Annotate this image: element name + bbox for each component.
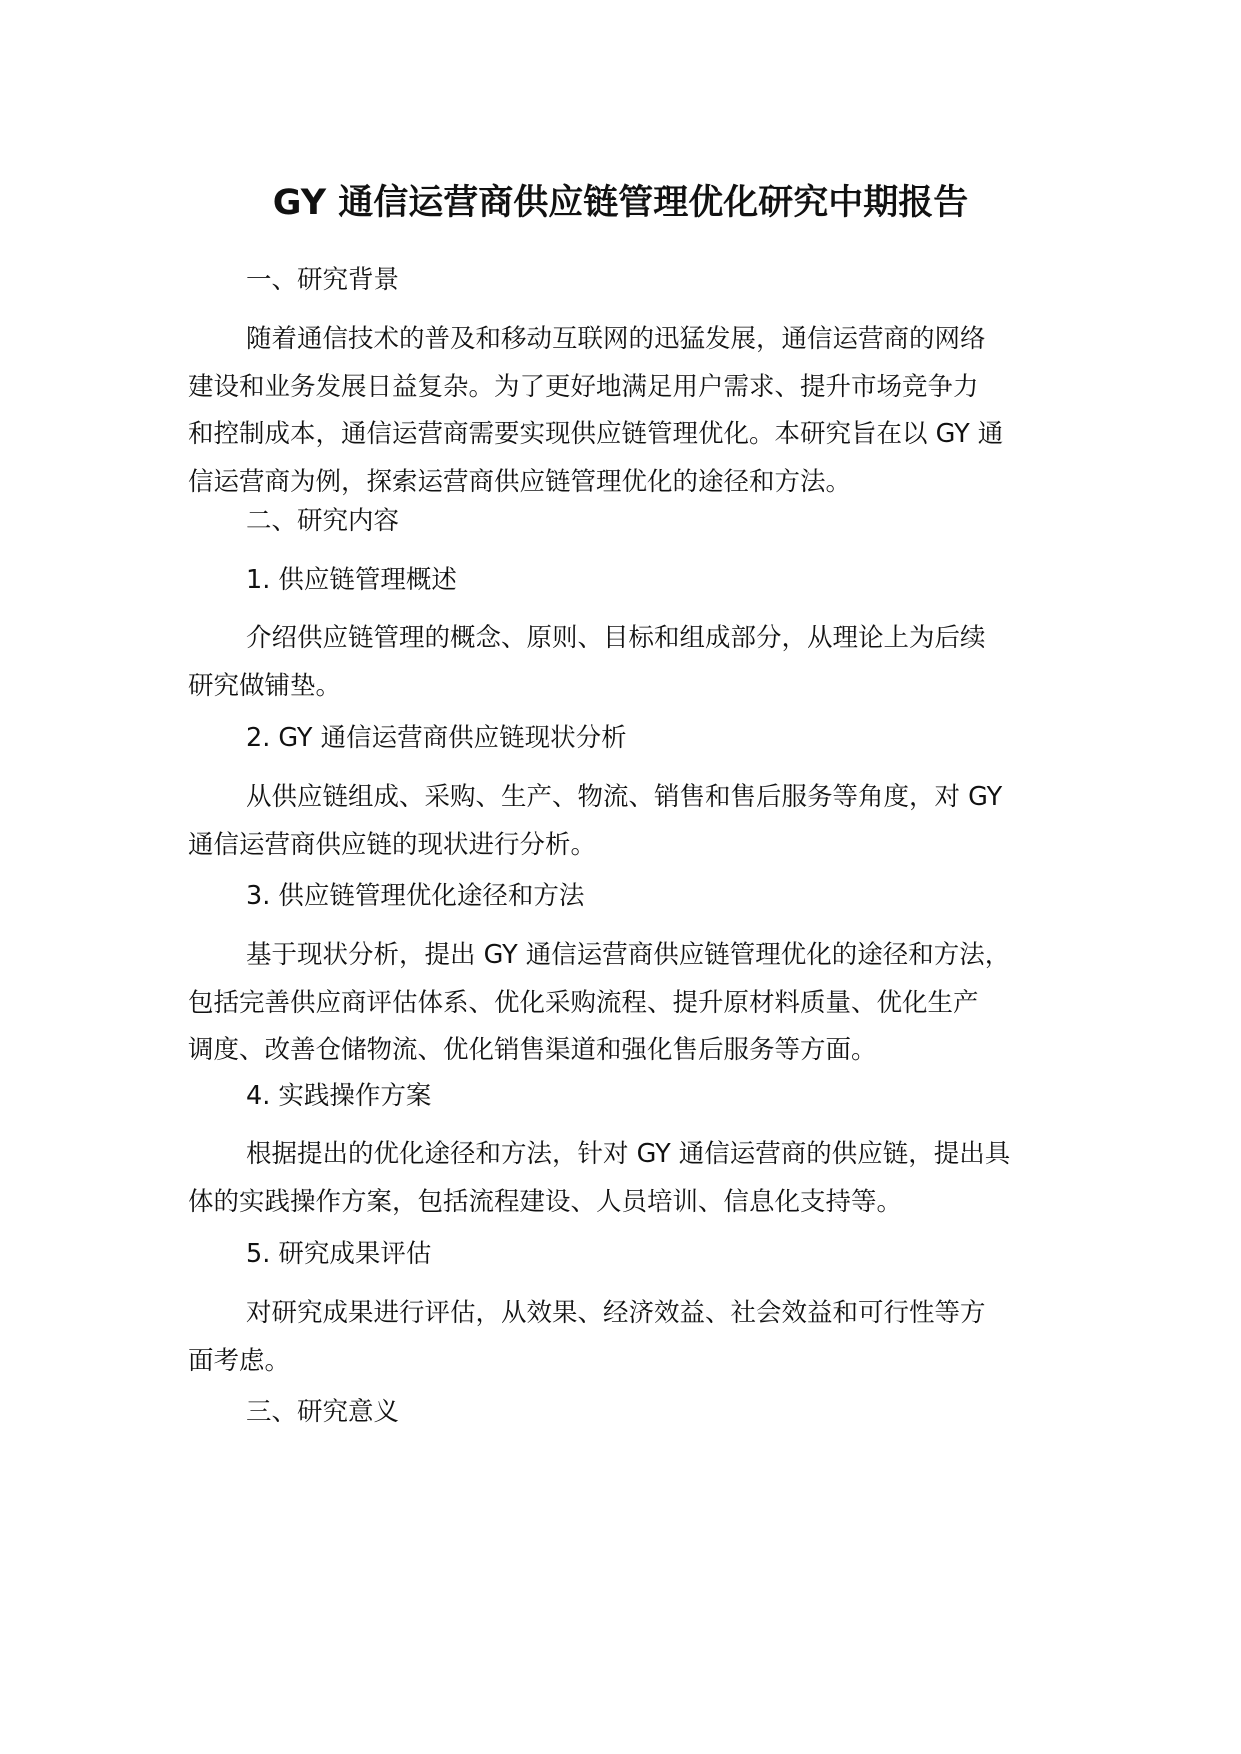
item-title-2	[188, 715, 1050, 763]
paragraph-line: 调度、改善仓储物流、优化销售渠道和强化售后服务等方面。	[188, 1035, 877, 1065]
item-title: 3. 供应链管理优化途径和方法	[246, 881, 585, 911]
item-title-4	[188, 1073, 1050, 1121]
paragraph-line: 体的实践操作方案，包括流程建设、人员培训、信息化支持等。	[188, 1186, 903, 1217]
paragraph-line: 面考虑。	[188, 1345, 291, 1376]
section-heading: 二、研究内容	[246, 506, 400, 536]
item-title: 2. GY 通信运营商供应链现状分析	[246, 723, 627, 753]
item-title-5	[188, 1231, 1050, 1279]
paragraph-line: 介绍供应链管理的概念、原则、目标和组成部分，从理论上为后续	[246, 623, 986, 653]
background-paragraph	[188, 316, 1050, 506]
item-title-3	[188, 873, 1050, 921]
item-title-1	[188, 557, 1050, 605]
paragraph-line: 基于现状分析，提出 GY 通信运营商供应链管理优化的途径和方法，	[246, 940, 1011, 970]
section-heading: 一、研究背景	[246, 265, 400, 295]
section-heading-significance	[188, 1389, 1050, 1437]
paragraph-line: 和控制成本，通信运营商需要实现供应链管理优化。本研究旨在以 GY 通	[188, 419, 1004, 449]
document-title: GY 通信运营商供应链管理优化研究中期报告	[272, 183, 969, 223]
section-heading: 三、研究意义	[246, 1397, 400, 1427]
section-heading-content	[188, 498, 1050, 546]
item-title: 4. 实践操作方案	[246, 1081, 432, 1111]
item-paragraph-2	[188, 774, 1050, 869]
paragraph-line: 研究做铺垫。	[188, 670, 342, 701]
paragraph-line: 根据提出的优化途径和方法，针对 GY 通信运营商的供应链，提出具	[246, 1139, 1011, 1169]
paragraph-line: 随着通信技术的普及和移动互联网的迅猛发展，通信运营商的网络	[246, 324, 986, 354]
item-paragraph-4	[188, 1131, 1050, 1226]
paragraph-line: 通信运营商供应链的现状进行分析。	[188, 829, 597, 860]
item-paragraph-5	[188, 1290, 1050, 1385]
item-paragraph-1	[188, 615, 1050, 710]
item-paragraph-3	[188, 932, 1050, 1075]
paragraph-line: 对研究成果进行评估，从效果、经济效益、社会效益和可行性等方	[246, 1298, 986, 1328]
section-heading-background	[188, 257, 1050, 305]
item-title: 1. 供应链管理概述	[246, 565, 457, 595]
paragraph-line: 从供应链组成、采购、生产、物流、销售和售后服务等角度，对 GY	[246, 782, 1003, 812]
paragraph-line: 建设和业务发展日益复杂。为了更好地满足用户需求、提升市场竞争力	[188, 371, 979, 402]
paragraph-line: 包括完善供应商评估体系、优化采购流程、提升原材料质量、优化生产	[188, 987, 979, 1018]
item-title: 5. 研究成果评估	[246, 1239, 432, 1269]
paragraph-line: 信运营商为例，探索运营商供应链管理优化的途径和方法。	[188, 466, 852, 497]
